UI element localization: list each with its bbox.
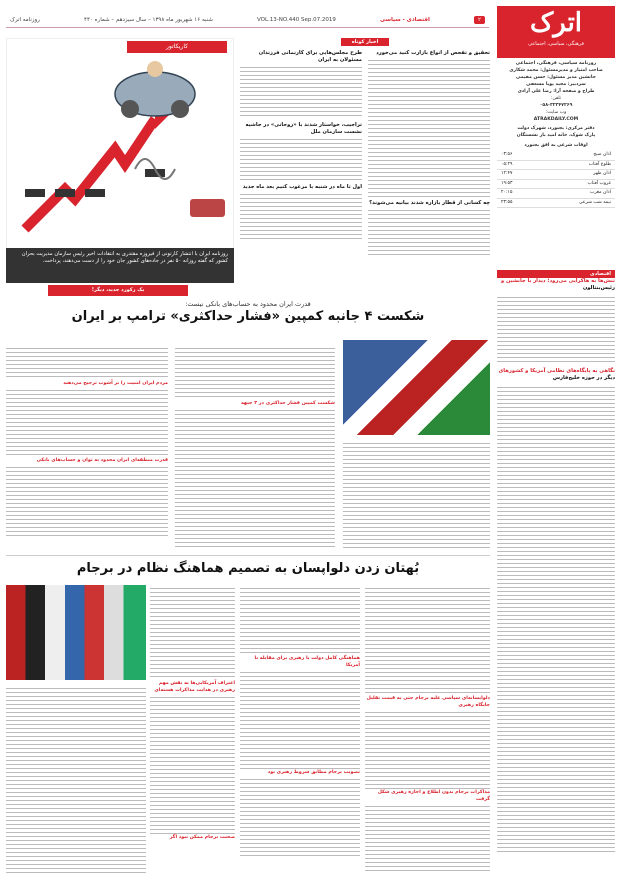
news-headline: تراجیب، خواستار شدند با «روحانی» در حاشیه xyxy=(245,122,362,128)
news-body xyxy=(150,585,235,680)
news-body xyxy=(150,694,235,834)
story-2-photo xyxy=(6,585,146,680)
news-headline-cont: نشست سازمان ملل xyxy=(310,129,362,135)
paper-type: روزنامه اترک xyxy=(10,16,40,23)
logo-tagline: فرهنگی، سیاسی، اجتماعی xyxy=(528,41,584,47)
masthead-info xyxy=(497,60,615,208)
news-body xyxy=(240,64,362,119)
story-subhead: صحبت برجام ممکن نبود اگر xyxy=(169,835,235,840)
news-body xyxy=(368,207,490,257)
story-subhead: مردم ایران امنیت را بر آشوب ترجیح می‌دهند xyxy=(63,381,168,386)
graph-arrow-icon xyxy=(25,119,155,229)
story-1-photo xyxy=(343,340,490,435)
news-headline: چه کسانی از قطار بازاره شدند بیانیه می‌شوند؟ xyxy=(369,200,490,206)
short-news-right xyxy=(368,50,490,260)
masthead-logo xyxy=(497,6,615,58)
short-news-left xyxy=(240,50,362,260)
news-body xyxy=(240,585,360,655)
story-kicker: قدرت ایران محدود به حساب‌های بانکی نیست: xyxy=(185,300,311,308)
prayer-title: اوقات شرعی به افق بجنورد xyxy=(524,143,588,148)
person-icon xyxy=(147,61,163,77)
section-name: اقتصادی - سیاسی xyxy=(380,16,430,23)
news-headline: طرح مجلس‌هایی برای کارنمانی فرزندان xyxy=(258,50,362,56)
news-headline-cont: مسئولان به ایران xyxy=(317,57,362,63)
news-headline: اول تا ماه در شنبه با مرغوب کنیم بعد ماه جدید xyxy=(242,184,362,190)
cartoon-bottom-label: یک رکورد جدید، دیگر! xyxy=(48,285,188,296)
news-body xyxy=(6,387,168,457)
news-body xyxy=(368,57,490,197)
news-body xyxy=(240,669,360,769)
story-2-column-c xyxy=(365,585,490,875)
page-header-strip xyxy=(6,12,489,28)
info-line: تلفن: xyxy=(550,96,562,101)
prayer-times-table xyxy=(497,151,615,208)
table-row: اذان ظهر ۱۲:۴۷ xyxy=(497,170,615,180)
info-line: وب سایت: xyxy=(545,110,567,115)
story-subhead: هماهنگی کامل دولت با رهبری برای مقابله با آمریکا xyxy=(254,656,360,668)
news-subhead: دیگر در حوزه خلیج‌فارس xyxy=(552,375,615,381)
issue-line: VOL.13-NO.440 Sep.07.2019 xyxy=(256,16,336,23)
story-subhead: مذاکرات برجام بدون اطلاع و اجازه رهبری شکل گرفت xyxy=(377,790,490,802)
table-row: طلوع آفتاب ۰۵:۲۹ xyxy=(497,160,615,170)
table-row: نیمه شب شرعی ۲۳:۵۵ xyxy=(497,198,615,208)
table-row: غروب آفتاب ۱۹:۵۳ xyxy=(497,179,615,189)
news-body xyxy=(240,136,362,181)
story-subhead: قدرت منطقه‌ای ایران محدود به توان و حساب‌های بانکی xyxy=(36,458,168,463)
story-1-headline-block xyxy=(6,300,490,340)
news-body xyxy=(6,464,168,539)
story-2-headline: بُهتان زدن دلواپسان به تصمیم هماهنگ نظام در برجام xyxy=(76,561,420,576)
issue-date: شنبه ۱۶ شهریور ماه ۱۳۹۸ – سال سیزدهم – شماره ۴۴۰ xyxy=(84,16,213,23)
cartoon-label: کاریکاتور xyxy=(127,41,227,53)
info-line: صاحب امتیاز و مدیرمسئول: محمد شکاری xyxy=(509,68,603,73)
news-headline: تنش‌ها به هاکرایی می‌رود؛ دیدار با جانشین و xyxy=(500,278,615,284)
right-news-column xyxy=(497,270,615,870)
info-line: پارک شوک، خانه امید باز نشستگان xyxy=(516,133,596,138)
cartoon-caption: روزنامه ایران با انتشار کارتونی از فیروزه مقتدری به انتقادات اخیر رئیس سازمان مدیریت بحران کشور که گفته روزانه ۵۰ نفر در جاده‌های کشور جان خود را از دست می‌دهند، پرداخت. xyxy=(6,248,234,283)
website-link[interactable]: ATRAKDAILY.COM xyxy=(533,117,579,122)
news-body xyxy=(365,585,490,695)
news-body xyxy=(497,294,615,364)
info-line: جانشین مدیر مسئول: حسن مقیمی xyxy=(516,75,596,80)
phone-number: ۰۵۸-۳۲۳۴۷۲۶۹ xyxy=(539,103,573,108)
table-row: اذان مغرب ۲۰:۱۵ xyxy=(497,189,615,199)
news-body xyxy=(365,803,490,873)
news-body xyxy=(175,407,335,547)
story-2-column-a xyxy=(150,585,235,875)
news-headline: تحقیق و تفحص از انواع بازارت کنید می‌خورد xyxy=(376,50,490,56)
logo-text: اترک xyxy=(529,8,583,38)
info-line: طراح و صفحه آرا: رضا علی آزادی xyxy=(517,89,595,94)
story-1-column-2 xyxy=(175,345,335,550)
story-1-body xyxy=(343,440,490,550)
story-headline: شکست ۴ جانبه کمپین «فشار حداکثری» ترامپ بر ایران xyxy=(71,309,425,324)
story-subhead: شکست کمپین فشار حداکثری در ۴ جبهه xyxy=(241,401,335,406)
story-subhead: اعتراف آمریکایی‌ها به نقش مهم رهبری در هدایت مذاکرات هسته‌ای xyxy=(154,681,235,693)
story-divider xyxy=(6,555,490,556)
info-line: سردبیر: مجید پویا مسعفی xyxy=(526,82,586,87)
story-subhead: تصویب برجام مطابق شروط رهبری بود xyxy=(267,770,360,775)
section-label: اقتصادی xyxy=(497,270,615,278)
cartoon-panel xyxy=(6,38,234,263)
news-body xyxy=(365,709,490,789)
news-body xyxy=(6,345,168,380)
short-news-label: اخبار کوتاه xyxy=(341,38,389,46)
story-1-column-3 xyxy=(6,345,168,550)
info-line: روزنامه سیاسی، فرهنگی، اجتماعی xyxy=(515,61,597,66)
page-number: ۲ xyxy=(474,16,485,24)
news-body xyxy=(497,384,615,854)
cartoon-illustration xyxy=(6,39,233,249)
story-2-column-b xyxy=(240,585,360,875)
news-headline: نگاهی به پایگاه‌های نظامی آمریکا و کشورهای xyxy=(498,368,615,374)
short-news-block xyxy=(240,38,490,263)
news-body xyxy=(240,191,362,241)
news-body xyxy=(240,776,360,856)
table-row: اذان صبح ۰۳:۵۶ xyxy=(497,151,615,160)
story-2-body xyxy=(6,685,146,875)
info-line: دفتر مرکزی: بجنورد، شهرک دولت xyxy=(517,126,595,131)
story-subhead: دلواپسانه‌ای سیاسی علیه برجام حتی به قیمت تقلیل جایگاه رهبری xyxy=(366,696,490,708)
news-body xyxy=(175,345,335,400)
news-subhead: رئیس‌بنتالون xyxy=(582,285,615,291)
